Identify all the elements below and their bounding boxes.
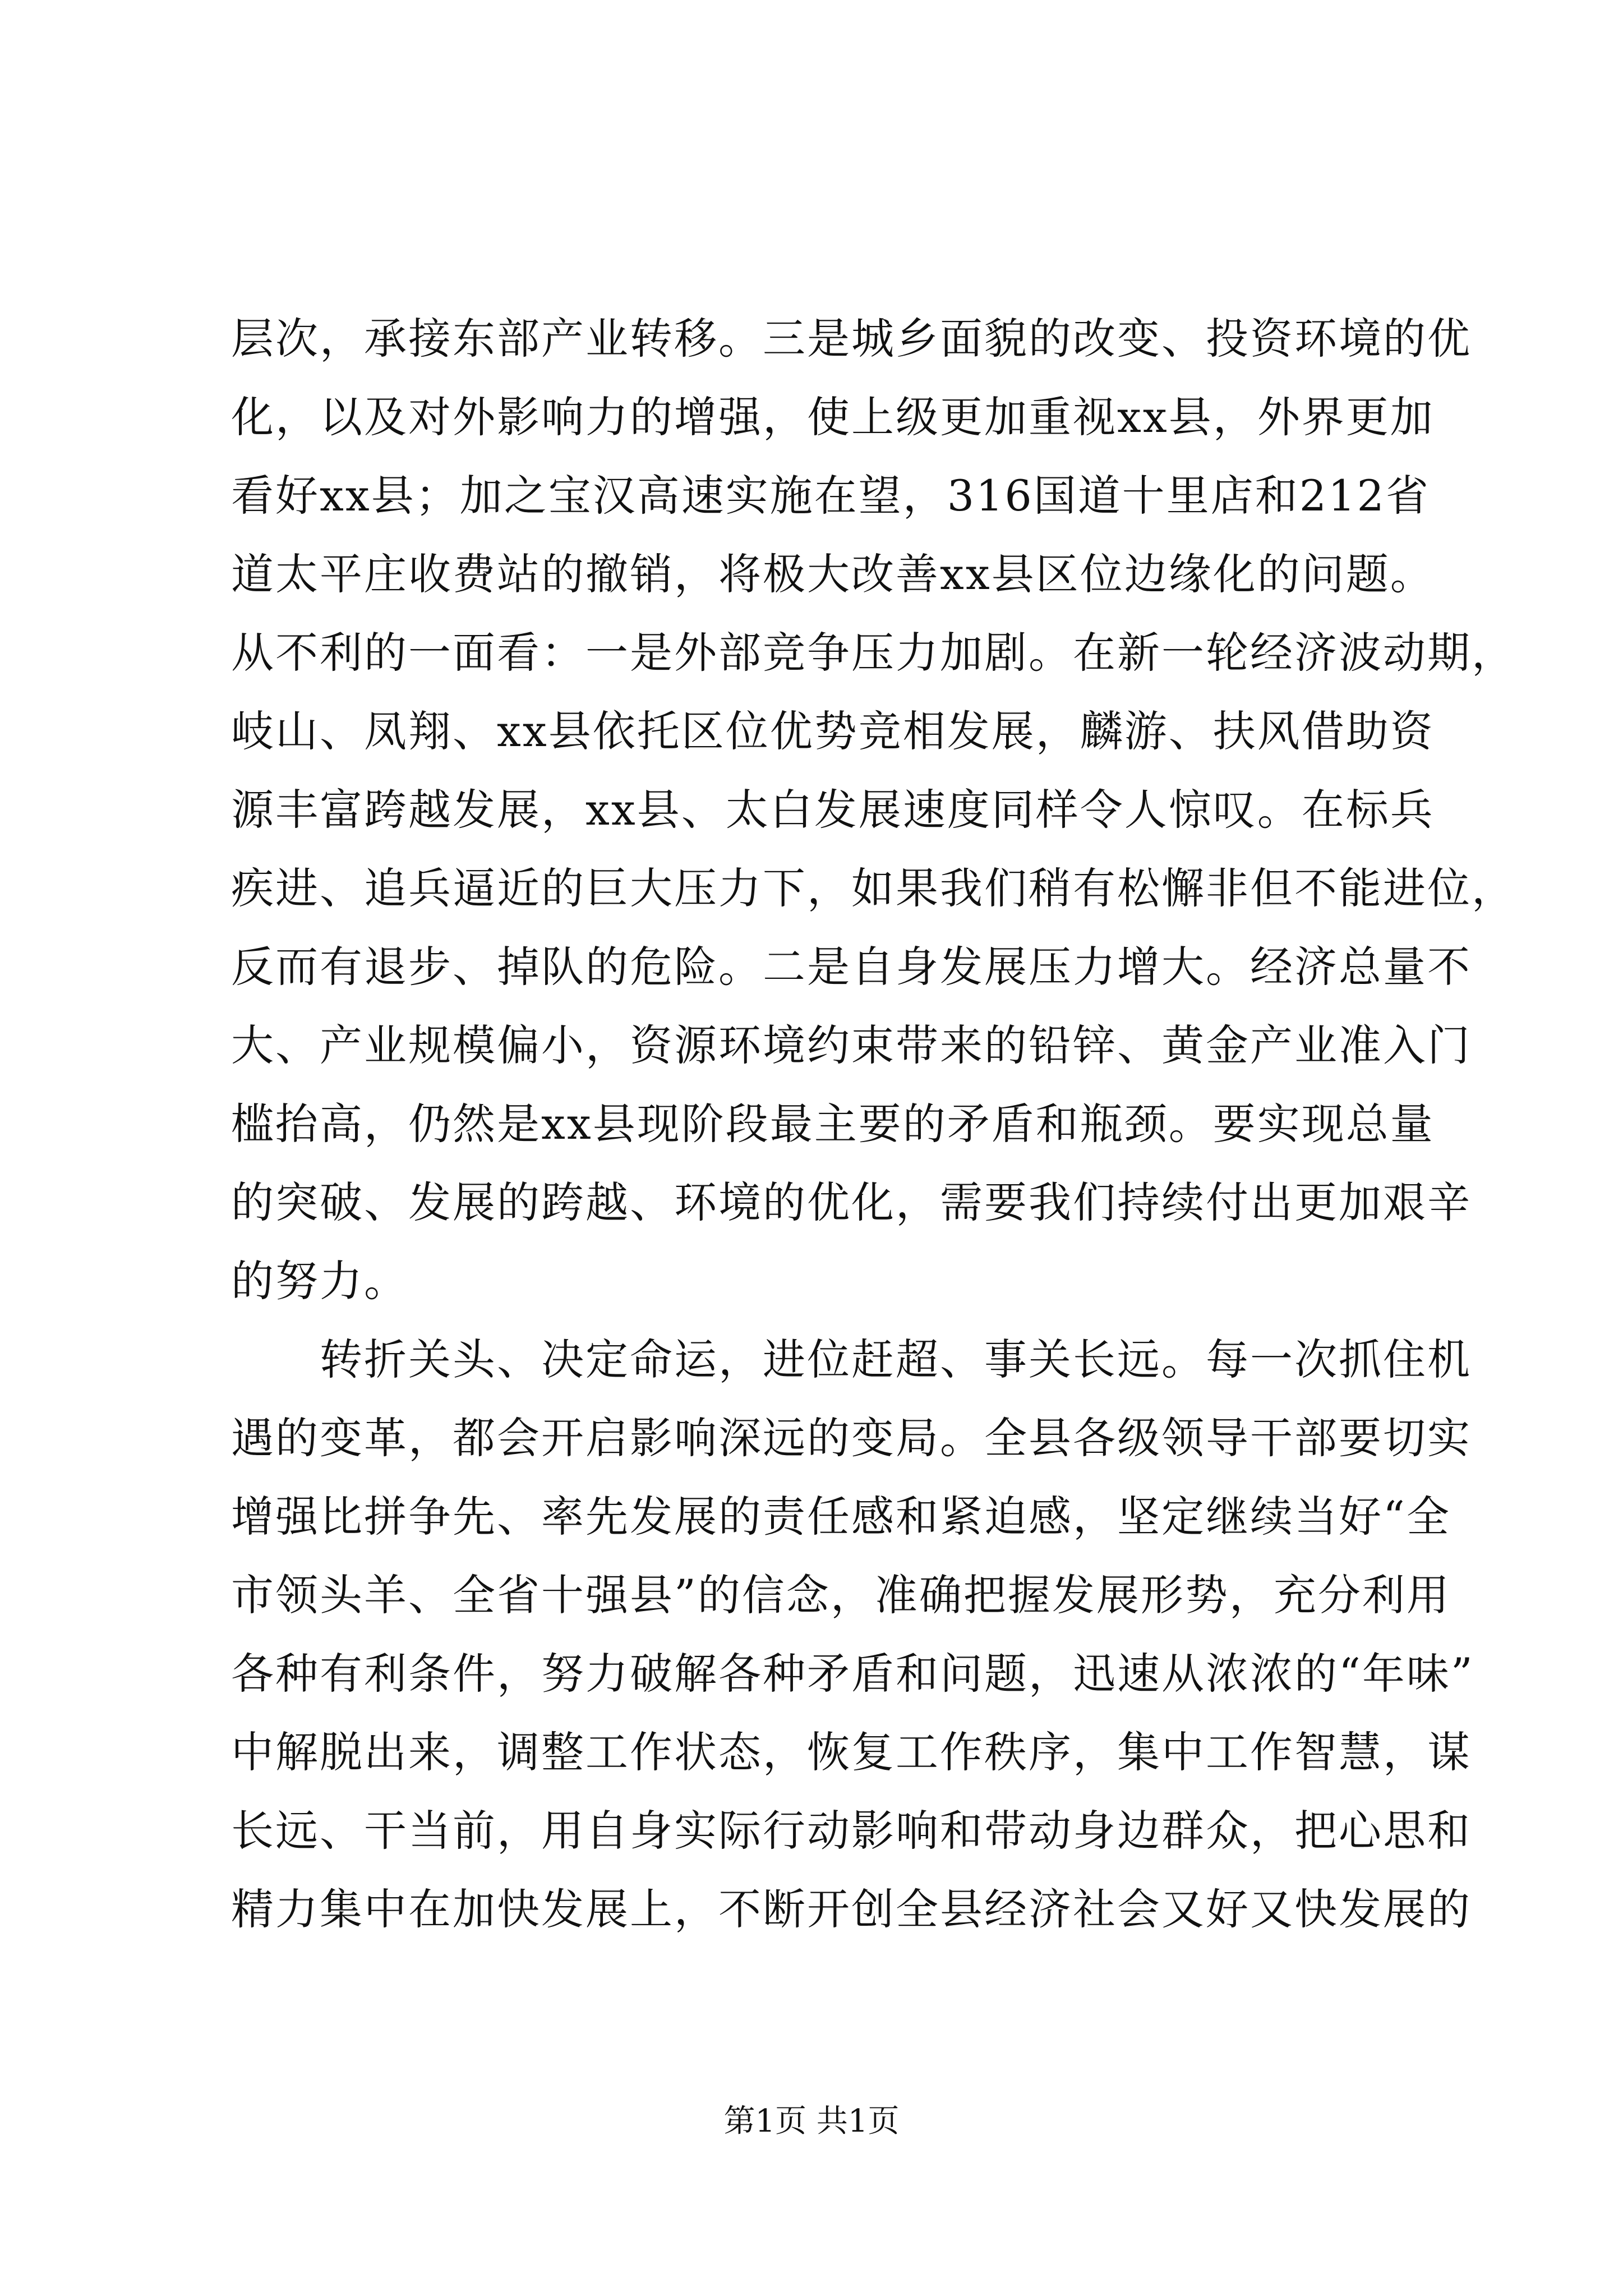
text-line: 中解脱出来，调整工作状态，恢复工作秩序，集中工作智慧，谋 xyxy=(231,1727,1472,1777)
text-line: 岐山、凤翔、xx县依托区位优势竞相发展，麟游、扶风借助资 xyxy=(231,706,1435,756)
text-line: 增强比拼争先、率先发展的责任感和紧迫感，坚定继续当好“全 xyxy=(231,1492,1451,1542)
text-line: 遇的变革，都会开启影响深远的变局。全县各级领导干部要切实 xyxy=(231,1413,1472,1463)
text-line: 看好xx县；加之宝汉高速实施在望，316国道十里店和212省 xyxy=(231,471,1430,521)
text-line: 的努力。 xyxy=(231,1256,408,1306)
text-line: 道太平庄收费站的撤销，将极大改善xx县区位边缘化的问题。 xyxy=(231,549,1435,599)
page-number-footer: 第1页 共1页 xyxy=(723,2103,900,2139)
text-line: 反而有退步、掉队的危险。二是自身发展压力增大。经济总量不 xyxy=(231,942,1472,992)
text-line: 层次，承接东部产业转移。三是城乡面貌的改变、投资环境的优 xyxy=(231,314,1472,364)
text-line: 转折关头、决定命运，进位赶超、事关长远。每一次抓住机 xyxy=(231,1335,1472,1384)
text-line: 大、产业规模偏小，资源环境约束带来的铅锌、黄金产业准入门 xyxy=(231,1020,1472,1070)
text-line: 疾进、追兵逼近的巨大压力下，如果我们稍有松懈非但不能进位， xyxy=(231,863,1516,913)
text-line: 各种有利条件，努力破解各种矛盾和问题，迅速从浓浓的“年味” xyxy=(231,1649,1474,1699)
text-line: 槛抬高，仍然是xx县现阶段最主要的矛盾和瓶颈。要实现总量 xyxy=(231,1099,1435,1149)
text-line: 化，以及对外影响力的增强，使上级更加重视xx县，外界更加 xyxy=(231,392,1435,442)
text-line: 的突破、发展的跨越、环境的优化，需要我们持续付出更加艰辛 xyxy=(231,1177,1472,1227)
text-line: 源丰富跨越发展，xx县、太白发展速度同样令人惊叹。在标兵 xyxy=(231,785,1435,835)
text-line: 精力集中在加快发展上，不断开创全县经济社会又好又快发展的 xyxy=(231,1884,1472,1934)
text-line: 从不利的一面看：一是外部竞争压力加剧。在新一轮经济波动期， xyxy=(231,628,1516,678)
text-line: 长远、干当前，用自身实际行动影响和带动身边群众，把心思和 xyxy=(231,1806,1472,1856)
text-line: 市领头羊、全省十强县”的信念，准确把握发展形势，充分利用 xyxy=(231,1570,1451,1620)
